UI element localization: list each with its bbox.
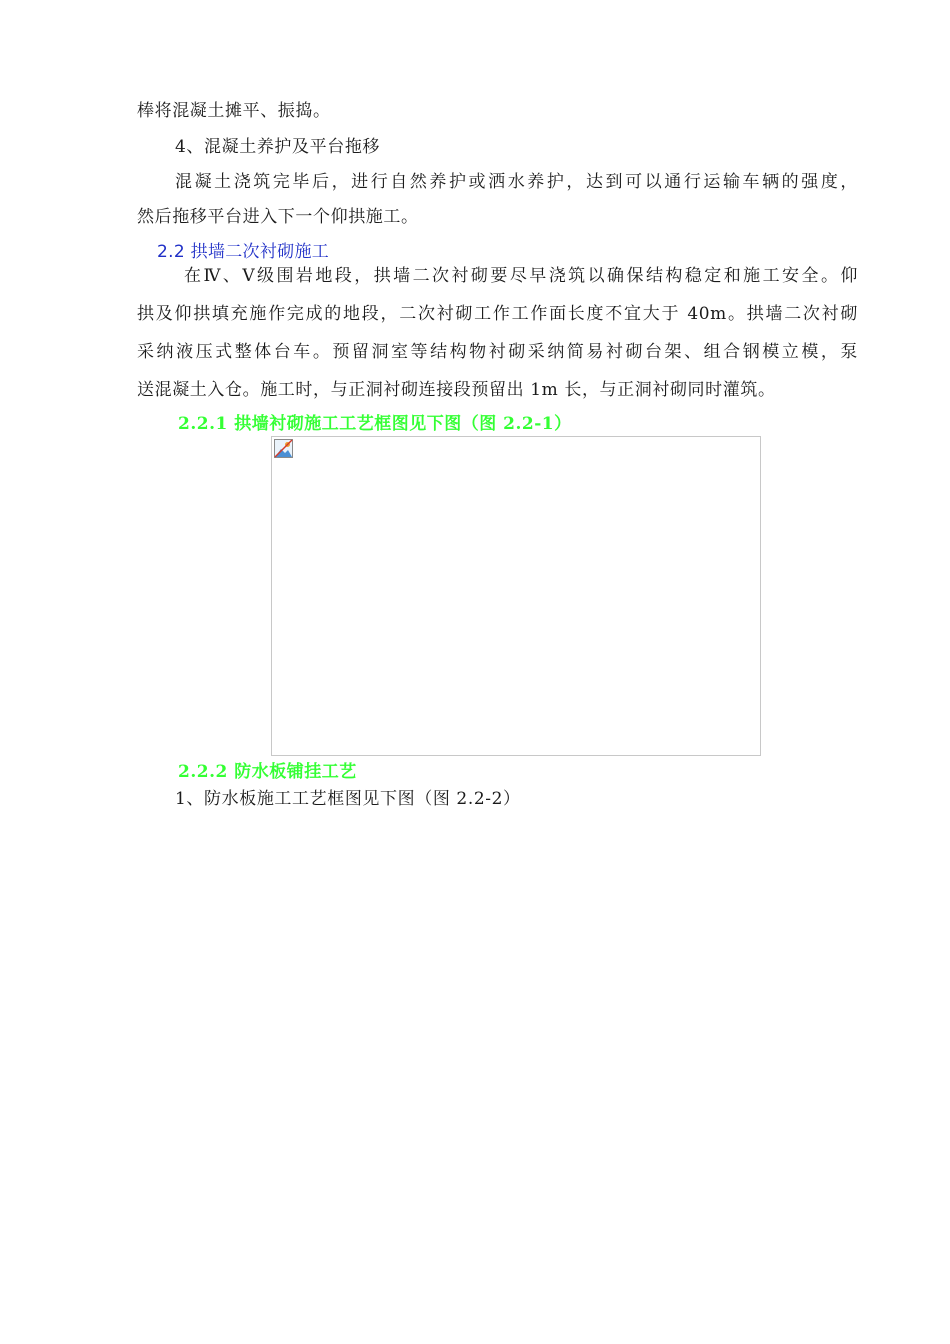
- paragraph-line: 送混凝土入仓。施工时，与正洞衬砌连接段预留出 1m 长，与正洞衬砌同时灌筑。: [137, 380, 776, 400]
- numbered-item: 1、防水板施工工艺框图见下图（图 2.2-2）: [175, 789, 521, 809]
- paragraph-line: 在Ⅳ、Ⅴ级围岩地段，拱墙二次衬砌要尽早浇筑以确保结构稳定和施工安全。仰: [184, 266, 858, 286]
- paragraph-line: 混凝土浇筑完毕后，进行自然养护或洒水养护，达到可以通行运输车辆的强度，: [175, 172, 858, 192]
- section-heading-2-2-1: 2.2.1 拱墙衬砌施工工艺框图见下图（图 2.2-1）: [178, 414, 572, 434]
- section-heading-2-2-2: 2.2.2 防水板铺挂工艺: [178, 762, 357, 782]
- paragraph-line: 拱及仰拱填充施作完成的地段，二次衬砌工作工作面长度不宜大于 40m。拱墙二次衬砌: [137, 304, 858, 324]
- figure-placeholder: [271, 436, 761, 756]
- paragraph-line: 然后拖移平台进入下一个仰拱施工。: [137, 207, 419, 227]
- paragraph-line: 采纳液压式整体台车。预留洞室等结构物衬砌采纳简易衬砌台架、组合钢模立模，泵: [137, 342, 858, 362]
- section-heading-2-2: 2.2 拱墙二次衬砌施工: [157, 242, 330, 262]
- broken-image-icon: [274, 439, 293, 458]
- numbered-item: 4、混凝土养护及平台拖移: [175, 137, 381, 157]
- paragraph-line: 棒将混凝土摊平、振捣。: [137, 101, 331, 121]
